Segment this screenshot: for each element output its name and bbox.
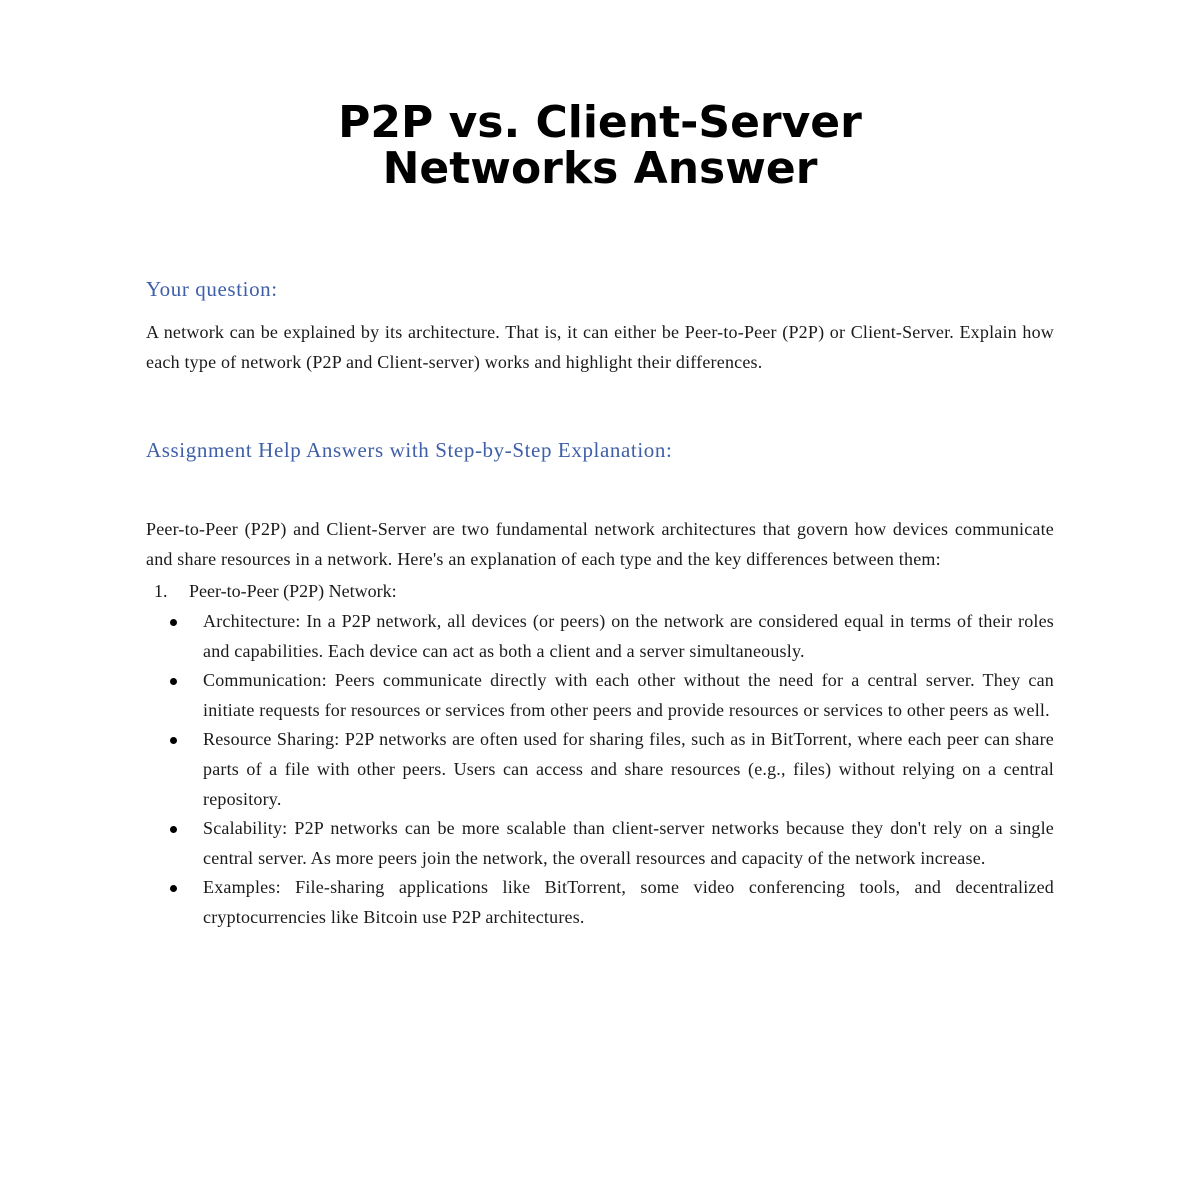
question-text: A network can be explained by its architecture. That is, it can either be Peer-to-Peer (P2P) or Client-Server. Explain how each type of network (P2P and Client-server) works and highlight their differences.: [146, 322, 1054, 372]
bullet-icon: [170, 826, 177, 833]
bullet-icon: [170, 737, 177, 744]
bullet-icon: [170, 619, 177, 626]
bullet-text: Architecture: In a P2P network, all devices (or peers) on the network are considered equal in terms of their roles and capabilities. Each device can act as both a client and a server simultaneously.: [203, 610, 1054, 661]
document-title: [0, 97, 1200, 194]
question-heading: Your question:: [146, 277, 278, 301]
answer-intro: Peer-to-Peer (P2P) and Client-Server are two fundamental network architectures that govern how devices communicate and share resources in a network. Here's an explanation of each type and the key differences between them:: [146, 519, 1054, 569]
bullet-item-scalability: [146, 814, 1054, 873]
answer-heading: Assignment Help Answers with Step-by-Step Explanation:: [146, 438, 673, 463]
title-line-1: P2P vs. Client-Server: [338, 97, 862, 148]
list-number: 1.: [154, 581, 168, 602]
document-body: [146, 274, 1054, 933]
bullet-item-communication: [146, 666, 1054, 725]
bullet-list: [146, 607, 1054, 933]
list-item-label: Peer-to-Peer (P2P) Network:: [189, 581, 397, 602]
bullet-icon: [170, 678, 177, 685]
bullet-item-examples: [146, 873, 1054, 932]
list-item-p2p: [146, 577, 1054, 607]
bullet-text: Communication: Peers communicate directly with each other without the need for a central server. They can initiate requests for resources or services from other peers and provide resources or services to other peers as well.: [203, 670, 1054, 720]
bullet-text: Resource Sharing: P2P networks are often used for sharing files, such as in BitTorrent, where each peer can share parts of a file with other peers. Users can access and share resources (e.g., files) without relying on a central repository.: [203, 729, 1054, 809]
numbered-list: [146, 577, 1054, 607]
bullet-text: Scalability: P2P networks can be more scalable than client-server networks because they don't rely on a single central server. As more peers join the network, the overall resources and capacity of the network increase.: [203, 818, 1054, 868]
bullet-icon: [170, 885, 177, 892]
bullet-text: Examples: File-sharing applications like BitTorrent, some video conferencing tools, and decentralized cryptocurrencies like Bitcoin use P2P architectures.: [203, 877, 1054, 927]
bullet-item-architecture: [146, 607, 1054, 666]
title-line-2: Networks Answer: [382, 143, 818, 194]
bullet-item-resource-sharing: [146, 725, 1054, 814]
